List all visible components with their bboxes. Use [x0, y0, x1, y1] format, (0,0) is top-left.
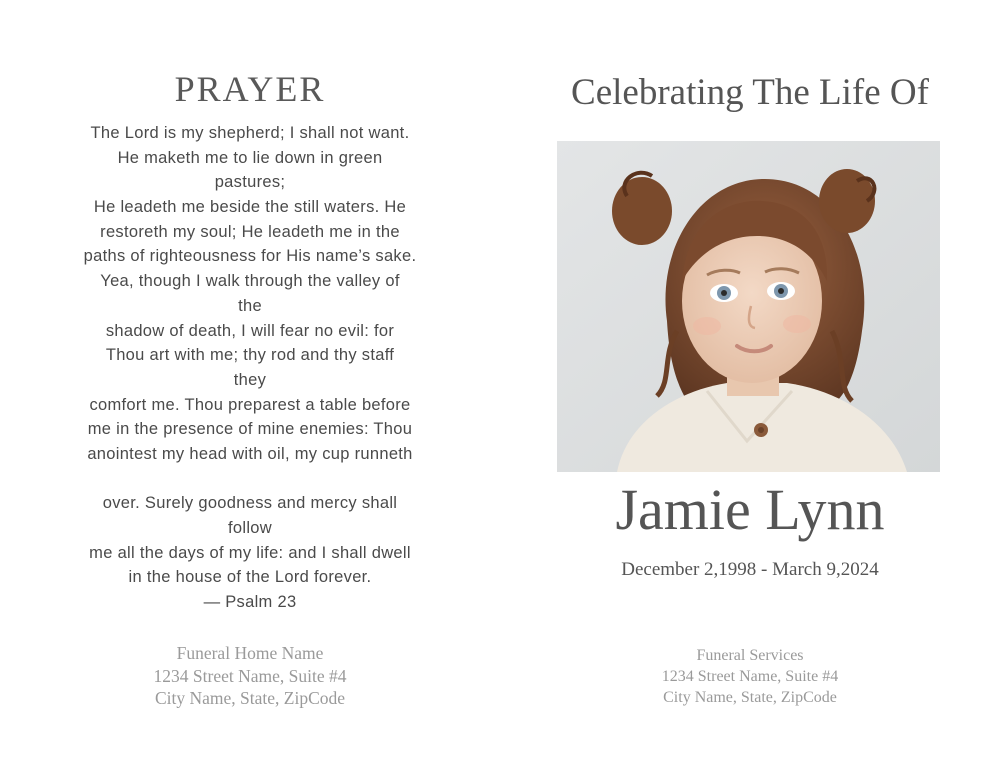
prayer-line: Thou art with me; thy rod and thy staff: [105, 346, 395, 365]
prayer-line: over. Surely goodness and mercy shall: [102, 494, 398, 513]
prayer-line: anointest my head with oil, my cup runneth: [87, 444, 413, 463]
prayer-line: He maketh me to lie down in green: [117, 148, 383, 167]
prayer-line: restoreth my soul; He leadeth me in the: [100, 222, 400, 241]
prayer-line: — Psalm 23: [203, 593, 297, 612]
prayer-line: Yea, though I walk through the valley of: [100, 272, 400, 291]
prayer-line: in the house of the Lord forever.: [128, 568, 372, 587]
prayer-line: me all the days of my life: and I shall dwell: [89, 543, 411, 562]
portrait-photo: [557, 141, 940, 472]
celebration-heading: Celebrating The Life Of: [571, 72, 929, 113]
prayer-line: He leadeth me beside the still waters. He: [93, 198, 407, 217]
prayer-line: paths of righteousness for His name’s sake.: [83, 247, 417, 266]
address-line: City Name, State, ZipCode: [663, 689, 837, 706]
address-line: 1234 Street Name, Suite #4: [153, 665, 347, 686]
prayer-line: the: [238, 296, 262, 315]
prayer-line: follow: [228, 519, 272, 537]
address-line: City Name, State, ZipCode: [154, 688, 346, 708]
prayer-line: pastures;: [214, 173, 286, 192]
deceased-name: Jamie Lynn: [615, 477, 885, 542]
prayer-line: they: [233, 370, 267, 389]
right-panel: [500, 0, 1000, 773]
prayer-line: [50, 467, 450, 492]
address-line: 1234 Street Name, Suite #4: [661, 668, 839, 685]
prayer-line: me in the presence of mine enemies: Thou: [87, 420, 413, 439]
funeral-home-address: [0, 642, 500, 710]
funeral-services-address: [500, 645, 1000, 708]
prayer-line: The Lord is my shepherd; I shall not want.: [90, 124, 410, 142]
prayer-text: [50, 121, 450, 615]
prayer-line: shadow of death, I will fear no evil: for: [105, 321, 395, 340]
address-line: Funeral Home Name: [176, 643, 324, 663]
address-line: Funeral Services: [696, 647, 804, 664]
prayer-heading: PRAYER: [174, 69, 326, 109]
life-dates: December 2,1998 - March 9,2024: [621, 559, 879, 580]
prayer-line: comfort me. Thou preparest a table before: [89, 395, 411, 414]
child-portrait-image: [557, 141, 940, 472]
